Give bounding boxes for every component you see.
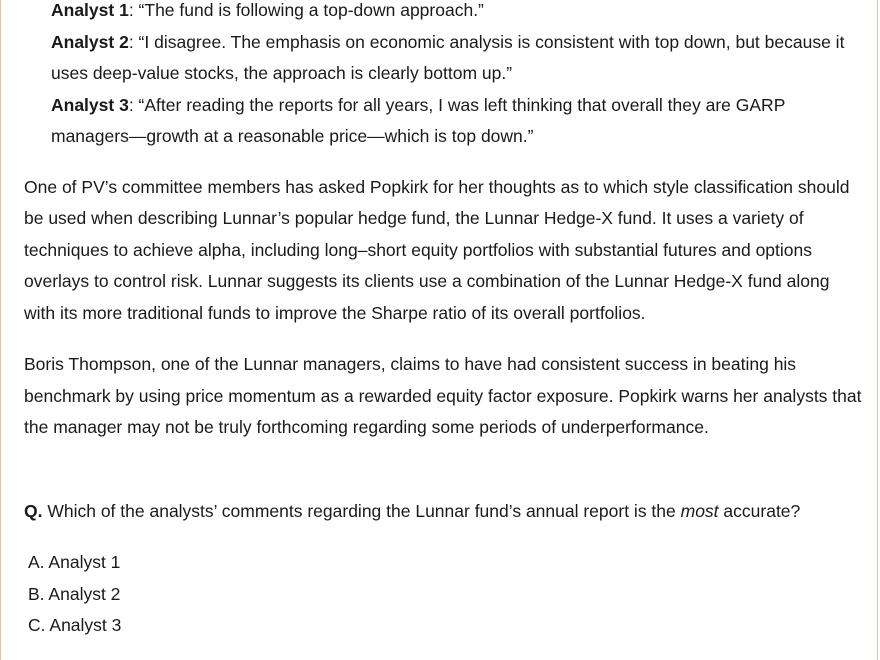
analyst-comment — [51, 0, 864, 27]
analyst-label: Analyst 3 — [51, 94, 129, 115]
analyst-label: Analyst 1 — [51, 0, 129, 20]
analyst-comment — [51, 27, 864, 90]
case-paragraph: One of PV’s committee members has asked Popkirk for her thoughts as to which style classification should be used when describing Lunnar’s popular hedge fund, the Lunnar Hedge-X fund. It uses a variety of techniques to achieve alpha, including long–short equity portfolios with substantial futures and options overlays to control risk. Lunnar suggests its clients use a combination of the Lunnar Hedge-X fund along with its more traditional funds to improve the Sharpe ratio of its overall portfolios. — [24, 176, 850, 323]
analyst-comment — [51, 90, 864, 153]
answer-option-a[interactable]: A. Analyst 1 — [28, 552, 121, 572]
question-prefix: Q. — [24, 500, 43, 521]
answer-option-b[interactable]: B. Analyst 2 — [28, 583, 121, 604]
question-emphasis: most — [680, 500, 719, 521]
separator: : — [128, 0, 139, 20]
question-stem — [24, 496, 864, 528]
analyst-label: Analyst 2 — [51, 31, 129, 52]
question-text: Which of the analysts’ comments regarding the Lunnar fund’s annual report is the — [42, 500, 681, 521]
analyst-quote: “I disagree. The emphasis on economic analysis is consistent with top down, but because it uses deep-value stocks, the approach is clearly bottom up.” — [51, 31, 845, 83]
separator: : — [128, 94, 139, 115]
analyst-comments — [51, 0, 864, 153]
case-paragraph: Boris Thompson, one of the Lunnar managers, claims to have had consistent success in beating his benchmark by using price momentum as a rewarded equity factor exposure. Popkirk warns her analysts that the manager may not be truly forthcoming regarding some periods of underperformance. — [24, 354, 862, 437]
analyst-quote: “After reading the reports for all years, I was left thinking that overall they are GARP managers—growth at a reasonable price—which is top down.” — [51, 94, 786, 146]
answer-options — [28, 547, 864, 642]
separator: : — [128, 31, 139, 52]
answer-option-c[interactable]: C. Analyst 3 — [28, 615, 122, 635]
question-text-end: accurate? — [718, 500, 801, 521]
question-content — [24, 0, 864, 642]
analyst-quote: “The fund is following a top-down approach.” — [138, 0, 484, 20]
